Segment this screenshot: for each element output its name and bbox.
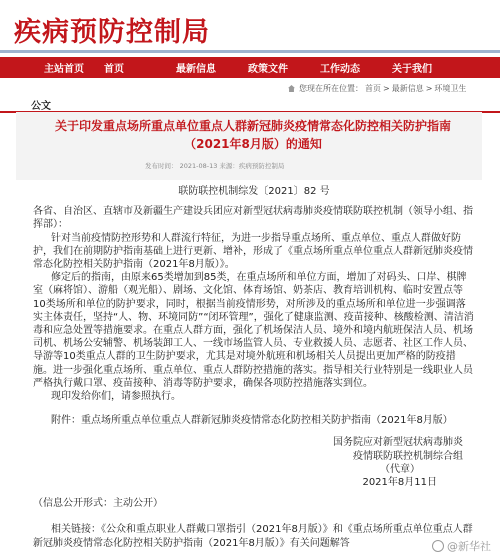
breadcrumb (288, 83, 466, 94)
watermark (432, 538, 491, 554)
nav-item-latest[interactable]: 最新信息 (176, 64, 216, 75)
breadcrumb-item-home[interactable]: 首页 (365, 84, 381, 93)
signature-org-line1: 国务院应对新型冠状病毒肺炎 (333, 437, 463, 449)
watermark-text: @新华社 (447, 540, 491, 553)
breadcrumb-item-latest[interactable]: 最新信息 (391, 84, 424, 93)
nav-item-main-home[interactable]: 主站首页 (44, 64, 84, 75)
section-tab-row (0, 97, 500, 113)
signature-date: 2021年8月11日 (362, 477, 437, 489)
article-body (33, 177, 475, 550)
nav-item-about[interactable]: 关于我们 (392, 64, 432, 75)
nav-item-home[interactable]: 首页 (104, 64, 124, 75)
weibo-icon (432, 540, 444, 552)
signature-stamp: （代章） (380, 463, 420, 475)
info-disclosure: （信息公开形式：主动公开） (33, 498, 163, 510)
header-divider (0, 50, 500, 53)
body-paragraph: 修定后的指南，由原来65类增加到85类，在重点场所和单位方面，增加了对码头、口岸、棋牌室（麻将馆）、游船（观光船）、剧场、文化馆、体育场馆、奶茶店、教育培训机构、临时安置点等10类场所和单位的防护要求，同时，根据当前疫情形势，对所涉及的重点场所和单位进一步强调落实主体责任，坚持“人、物、环境同防”“闭环管理”，强化了健康监测、疫苗接种、核酸检测、清洁消毒和应急处置等措施要求。在重点人群方面，强化了机场保洁人员、境外和境内航班保洁人员、机场司机、机场公安辅警、机场装卸工人、一线市场监管人员、专业救援人员、志愿者、社区工作人员、导游等10类重点人群的卫生防护要求，尤其是对境外航班和机场相关人员提出更加严格的防疫措施。进一步强化重点场所、重点单位、重点人群防控措施的落实。指导相关行业特别是一线职业人员严格执行戴口罩、疫苗接种、消毒等防护要求，确保各项防控措施落实到位。 (33, 272, 474, 389)
body-paragraph: 针对当前疫情防控形势和人群流行特征，为进一步指导重点场所、重点单位、重点人群做好防护，我们在前期防护指南基础上进行更新、增补，形成了《重点场所重点单位重点人群新冠肺炎疫情常态化防控相关防护指南（2021年8月版）》。 (33, 232, 473, 271)
nav-item-work[interactable]: 工作动态 (320, 64, 360, 75)
site-header (0, 0, 500, 56)
article-meta: 发布时间： 2021-08-13 来源：疾病预防控制局 (145, 162, 285, 170)
signature-org-line2: 疫情联防联控机制综合组 (353, 450, 463, 462)
home-icon (288, 85, 295, 92)
breadcrumb-prefix: 您现在所在位置： (299, 84, 363, 93)
breadcrumb-item-env[interactable]: 环境卫生 (434, 84, 467, 93)
main-nav (0, 57, 500, 78)
document-number: 联防联控机制综发〔2021〕82 号 (178, 186, 330, 197)
addressee-paragraph: 各省、自治区、直辖市及新疆生产建设兵团应对新型冠状病毒肺炎疫情联防联控机制（领导小组、指挥部）： (33, 206, 473, 231)
attachment-link[interactable]: 附件：重点场所重点单位重点人群新冠肺炎疫情常态化防控相关防护指南（2021年8月版） (51, 415, 453, 427)
related-links[interactable]: 相关链接：《公众和重点职业人群戴口罩指引（2021年8月版）》和《重点场所重点单位重点人群新冠肺炎疫情常态化防控相关防护指南（2021年8月版）》有关问题解答 (33, 524, 473, 549)
breadcrumb-row (0, 78, 500, 97)
section-tab-official-docs: 公文 (31, 101, 51, 112)
breadcrumb-separator: > (383, 84, 390, 93)
body-paragraph: 现印发给你们，请参照执行。 (51, 391, 181, 403)
breadcrumb-separator: > (425, 84, 433, 93)
site-title[interactable]: 疾病预防控制局 (14, 17, 210, 48)
article-title: 关于印发重点场所重点单位重点人群新冠肺炎疫情常态化防控相关防护指南（2021年8月版）的通知 (54, 119, 451, 151)
nav-item-policy[interactable]: 政策文件 (248, 64, 288, 75)
